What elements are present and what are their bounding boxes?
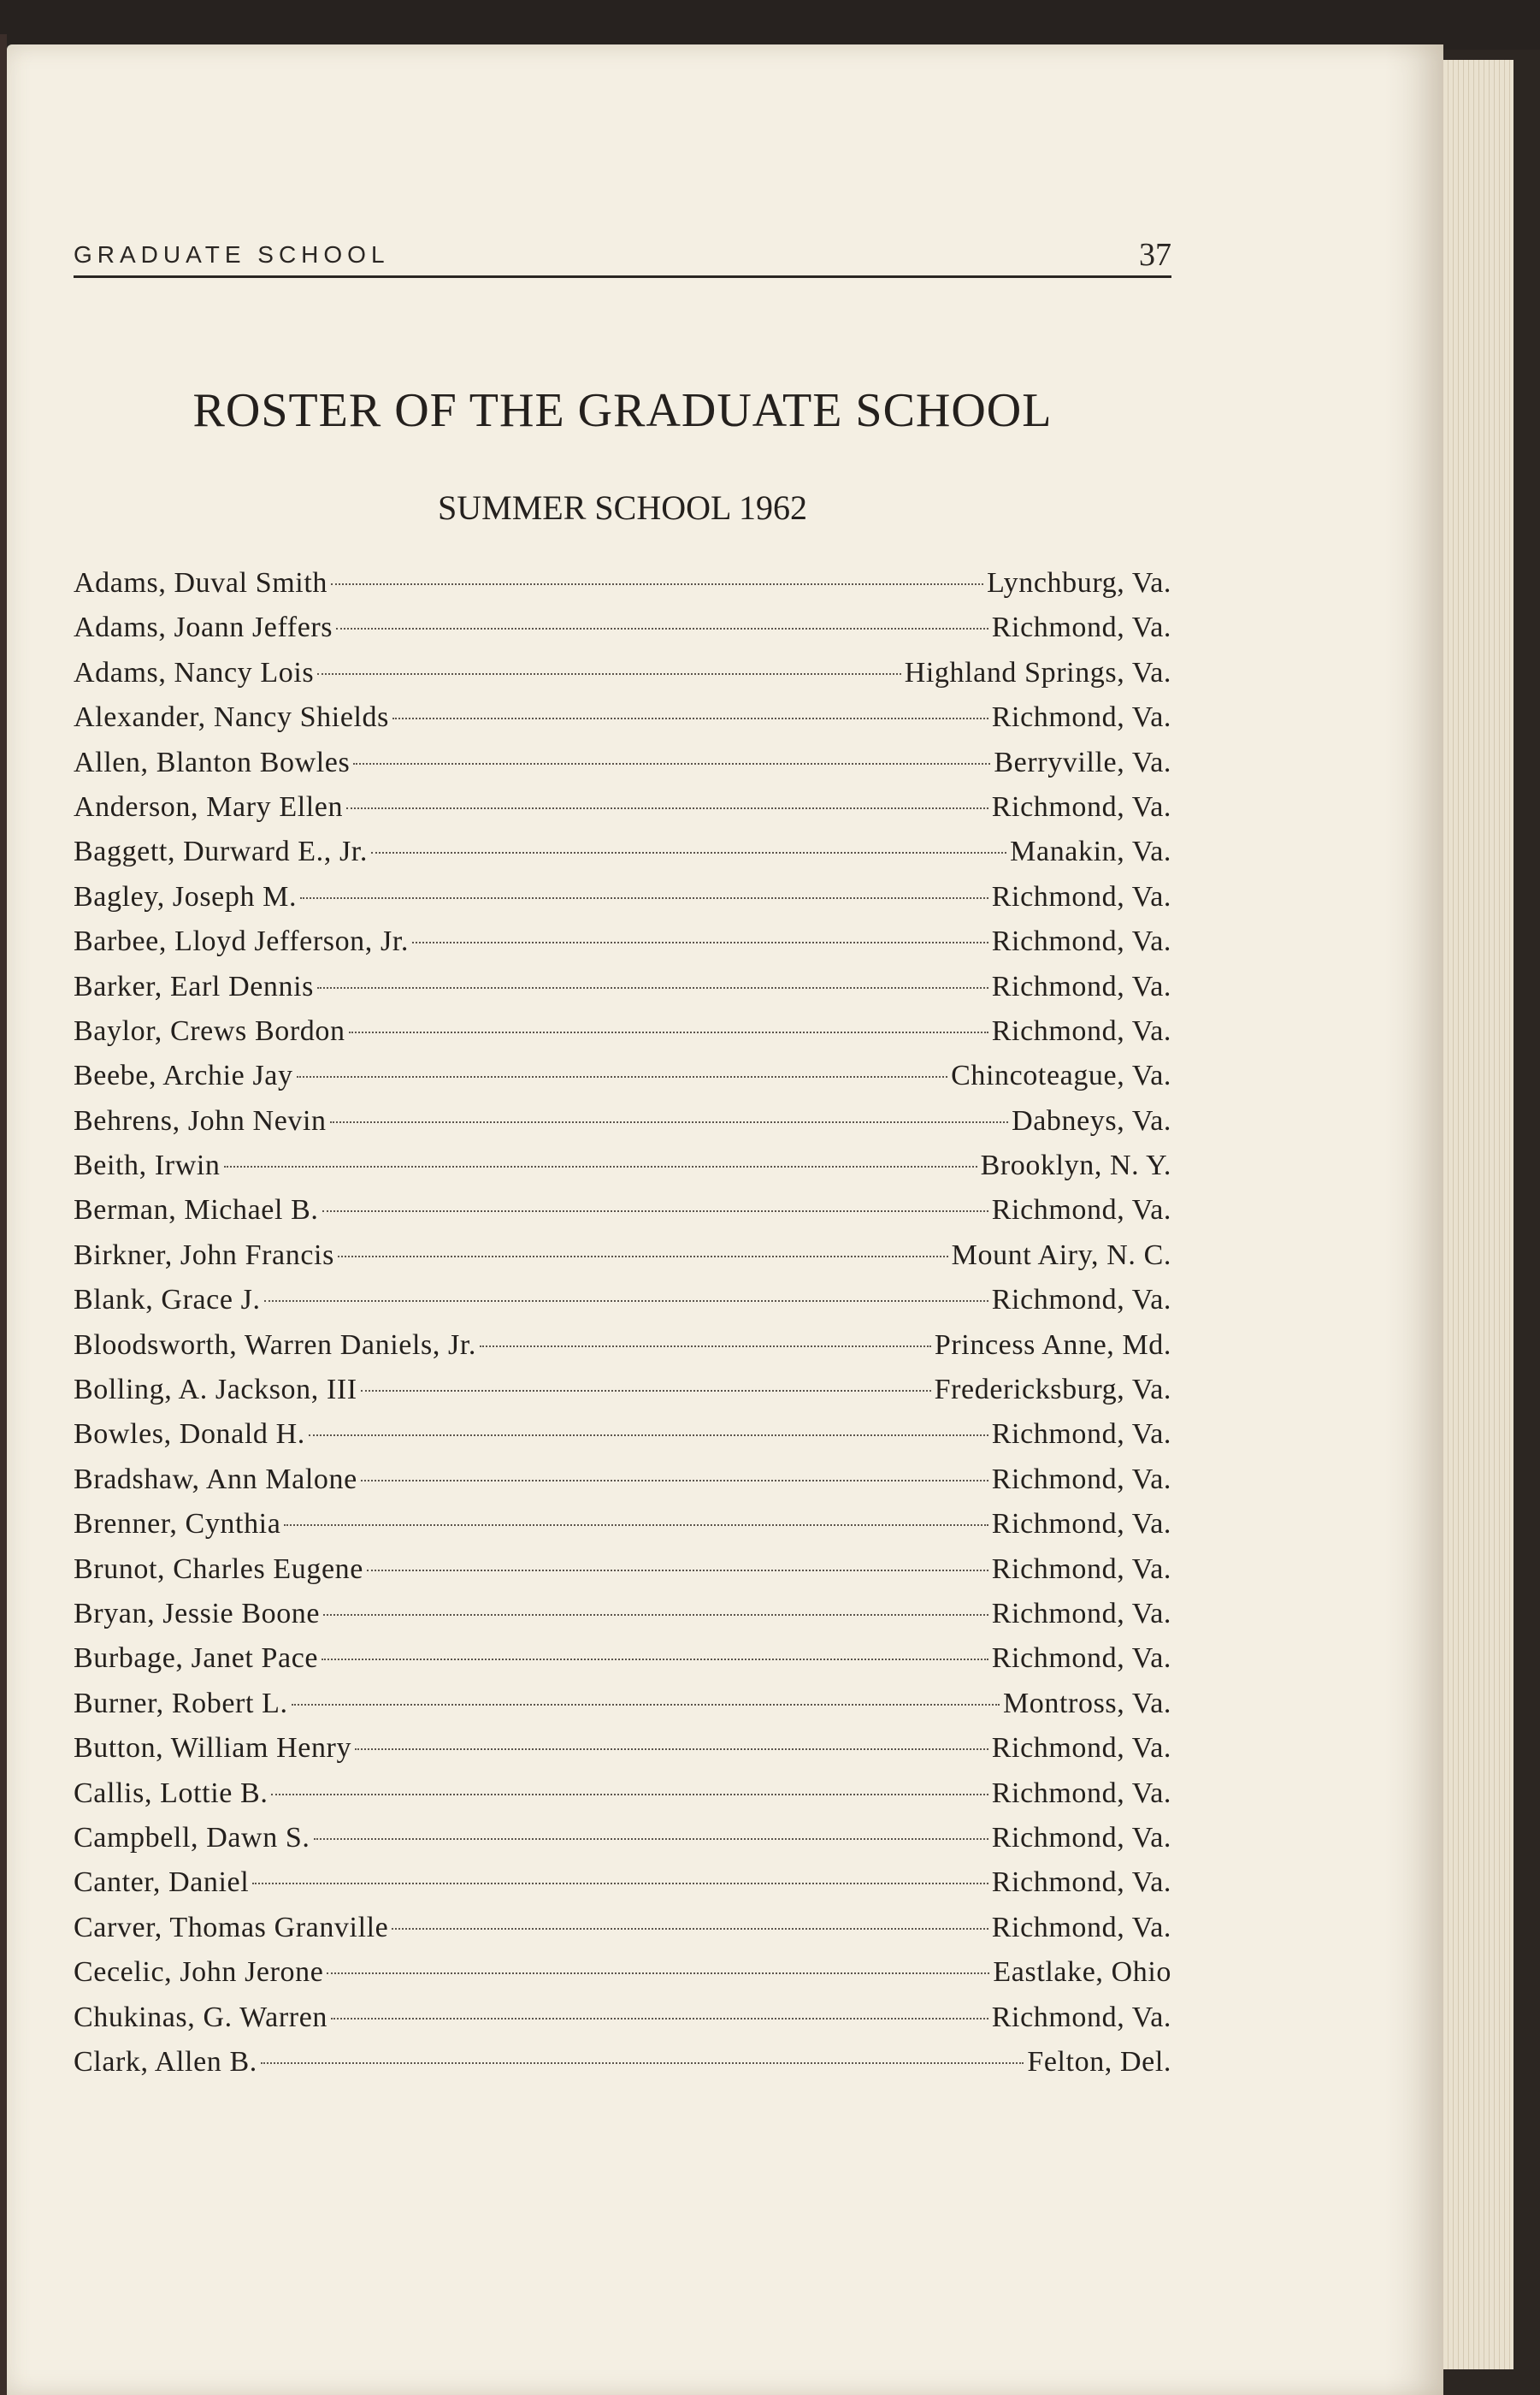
dot-leader <box>322 1210 988 1212</box>
roster-entry <box>74 875 1171 920</box>
entry-place: Richmond, Va. <box>991 880 1171 913</box>
entry-place: Richmond, Va. <box>991 1597 1171 1629</box>
dot-leader <box>323 1614 988 1616</box>
dot-leader <box>361 1390 931 1392</box>
roster-entry <box>74 965 1171 1009</box>
dot-leader <box>361 1480 988 1481</box>
entry-place: Richmond, Va. <box>991 1463 1171 1495</box>
roster-entry <box>74 1144 1171 1188</box>
roster-entry <box>74 1323 1171 1368</box>
roster-entry <box>74 1233 1171 1278</box>
entry-place: Princess Anne, Md. <box>934 1328 1171 1361</box>
dot-leader <box>224 1166 977 1168</box>
entry-name: Beith, Irwin <box>74 1150 221 1182</box>
entry-place: Richmond, Va. <box>991 790 1171 823</box>
entry-name: Campbell, Dawn S. <box>74 1821 310 1854</box>
entry-place: Richmond, Va. <box>991 701 1171 734</box>
entry-name: Blank, Grace J. <box>74 1284 261 1316</box>
roster-entry <box>74 920 1171 964</box>
roster-entry <box>74 1860 1171 1905</box>
entry-name: Carver, Thomas Granville <box>74 1911 389 1943</box>
roster-entry <box>74 1771 1171 1816</box>
entry-name: Bloodsworth, Warren Daniels, Jr. <box>74 1328 476 1361</box>
entry-name: Anderson, Mary Ellen <box>74 790 344 823</box>
entry-place: Richmond, Va. <box>991 1911 1171 1943</box>
dot-leader <box>353 763 990 765</box>
entry-place: Berryville, Va. <box>994 746 1171 778</box>
entry-name: Adams, Nancy Lois <box>74 656 315 689</box>
roster-entry <box>74 1996 1171 2040</box>
entry-place: Richmond, Va. <box>991 1552 1171 1585</box>
page-title: ROSTER OF THE GRADUATE SCHOOL <box>192 384 1053 437</box>
entry-place: Richmond, Va. <box>991 1418 1171 1451</box>
entry-place: Richmond, Va. <box>991 2001 1171 2033</box>
roster-entry <box>74 1906 1171 1950</box>
entry-name: Clark, Allen B. <box>74 2045 257 2078</box>
dot-leader <box>480 1345 931 1347</box>
entry-name: Baggett, Durward E., Jr. <box>74 836 368 868</box>
entry-place: Brooklyn, N. Y. <box>980 1150 1171 1182</box>
roster-list <box>74 561 1171 2085</box>
roster-entry <box>74 561 1171 606</box>
dot-leader <box>392 718 988 719</box>
entry-place: Richmond, Va. <box>991 1194 1171 1227</box>
entry-name: Cecelic, John Jerone <box>74 1956 324 1989</box>
dot-leader <box>336 628 988 630</box>
dot-leader <box>297 1076 947 1078</box>
dot-leader <box>346 807 988 809</box>
roster-entry <box>74 2040 1171 2085</box>
entry-place: Fredericksburg, Va. <box>934 1374 1171 1406</box>
dot-leader <box>284 1524 988 1526</box>
book-binding-edge <box>0 34 7 2395</box>
roster-entry <box>74 695 1171 740</box>
entry-name: Callis, Lottie B. <box>74 1777 268 1809</box>
roster-entry <box>74 1547 1171 1592</box>
dot-leader <box>371 852 1006 854</box>
dot-leader <box>355 1748 988 1750</box>
entry-name: Burner, Robert L. <box>74 1687 288 1719</box>
roster-entry <box>74 606 1171 650</box>
entry-name: Baylor, Crews Bordon <box>74 1014 345 1047</box>
entry-name: Burbage, Janet Pace <box>74 1642 319 1675</box>
entry-place: Lynchburg, Va. <box>987 567 1171 599</box>
roster-entry <box>74 1726 1171 1771</box>
entry-place: Dabneys, Va. <box>1012 1104 1171 1137</box>
dot-leader <box>292 1704 1000 1706</box>
section-subtitle: SUMMER SCHOOL 1962 <box>438 488 807 527</box>
dot-leader <box>330 1121 1008 1123</box>
entry-name: Bowles, Donald H. <box>74 1418 305 1451</box>
roster-entry <box>74 1950 1171 1995</box>
roster-entry <box>74 1816 1171 1860</box>
dot-leader <box>392 1928 988 1930</box>
roster-entry <box>74 1458 1171 1502</box>
dot-leader <box>327 1972 989 1974</box>
entry-place: Richmond, Va. <box>991 1284 1171 1316</box>
dot-leader <box>338 1256 948 1257</box>
entry-name: Birkner, John Francis <box>74 1239 334 1271</box>
roster-entry <box>74 741 1171 785</box>
dot-leader <box>309 1434 988 1436</box>
roster-entry <box>74 1636 1171 1681</box>
running-head <box>74 231 1171 278</box>
entry-name: Beebe, Archie Jay <box>74 1060 293 1092</box>
entry-name: Berman, Michael B. <box>74 1194 319 1227</box>
dot-leader <box>322 1659 988 1660</box>
entry-place: Manakin, Va. <box>1010 836 1171 868</box>
entry-place: Richmond, Va. <box>991 1777 1171 1809</box>
entry-place: Mount Airy, N. C. <box>951 1239 1171 1271</box>
dot-leader <box>367 1570 988 1571</box>
entry-place: Richmond, Va. <box>991 1642 1171 1675</box>
entry-name: Brunot, Charles Eugene <box>74 1552 363 1585</box>
dot-leader <box>317 987 988 989</box>
entry-place: Richmond, Va. <box>991 1866 1171 1899</box>
dot-leader <box>331 2018 988 2019</box>
roster-entry <box>74 1368 1171 1412</box>
entry-name: Canter, Daniel <box>74 1866 250 1899</box>
dot-leader <box>300 897 988 899</box>
roster-entry <box>74 1009 1171 1054</box>
roster-entry <box>74 1592 1171 1636</box>
page-stack-edges <box>1443 60 1513 2369</box>
entry-name: Barbee, Lloyd Jefferson, Jr. <box>74 925 409 958</box>
entry-name: Bradshaw, Ann Malone <box>74 1463 357 1495</box>
dot-leader <box>314 1838 988 1840</box>
entry-name: Bagley, Joseph M. <box>74 880 298 913</box>
roster-entry <box>74 1054 1171 1098</box>
roster-entry <box>74 1188 1171 1233</box>
dot-leader <box>271 1794 988 1795</box>
dot-leader <box>349 1032 988 1033</box>
entry-place: Chincoteague, Va. <box>951 1060 1171 1092</box>
roster-entry <box>74 1502 1171 1546</box>
entry-place: Richmond, Va. <box>991 925 1171 958</box>
entry-name: Bolling, A. Jackson, III <box>74 1374 357 1406</box>
entry-place: Richmond, Va. <box>991 1014 1171 1047</box>
entry-name: Behrens, John Nevin <box>74 1104 327 1137</box>
entry-place: Richmond, Va. <box>991 1732 1171 1765</box>
dot-leader <box>252 1883 988 1884</box>
running-title: GRADUATE SCHOOL <box>74 241 390 268</box>
entry-place: Richmond, Va. <box>991 970 1171 1002</box>
roster-entry <box>74 1278 1171 1322</box>
roster-entry <box>74 1412 1171 1457</box>
entry-place: Montross, Va. <box>1002 1687 1171 1719</box>
roster-entry <box>74 830 1171 874</box>
entry-place: Richmond, Va. <box>991 1508 1171 1540</box>
roster-entry <box>74 785 1171 830</box>
entry-place: Richmond, Va. <box>991 1821 1171 1854</box>
page-shadow <box>1385 44 1443 2395</box>
dot-leader <box>412 942 988 943</box>
entry-place: Richmond, Va. <box>991 612 1171 644</box>
entry-name: Bryan, Jessie Boone <box>74 1597 321 1629</box>
book-cover-edge <box>0 0 1540 50</box>
dot-leader <box>264 1300 988 1302</box>
entry-name: Allen, Blanton Bowles <box>74 746 351 778</box>
entry-name: Alexander, Nancy Shields <box>74 701 389 734</box>
entry-place: Eastlake, Ohio <box>993 1956 1171 1989</box>
entry-place: Highland Springs, Va. <box>904 656 1171 689</box>
page-number: 37 <box>1139 237 1171 273</box>
dot-leader <box>261 2062 1024 2064</box>
entry-name: Adams, Joann Jeffers <box>74 612 333 644</box>
dot-leader <box>331 583 983 585</box>
entry-name: Adams, Duval Smith <box>74 567 327 599</box>
entry-name: Button, William Henry <box>74 1732 352 1765</box>
roster-entry <box>74 651 1171 695</box>
entry-place: Felton, Del. <box>1027 2045 1171 2078</box>
entry-name: Chukinas, G. Warren <box>74 2001 327 2033</box>
dot-leader <box>317 673 900 675</box>
roster-entry <box>74 1682 1171 1726</box>
roster-entry <box>74 1099 1171 1144</box>
entry-name: Brenner, Cynthia <box>74 1508 281 1540</box>
entry-name: Barker, Earl Dennis <box>74 970 314 1002</box>
